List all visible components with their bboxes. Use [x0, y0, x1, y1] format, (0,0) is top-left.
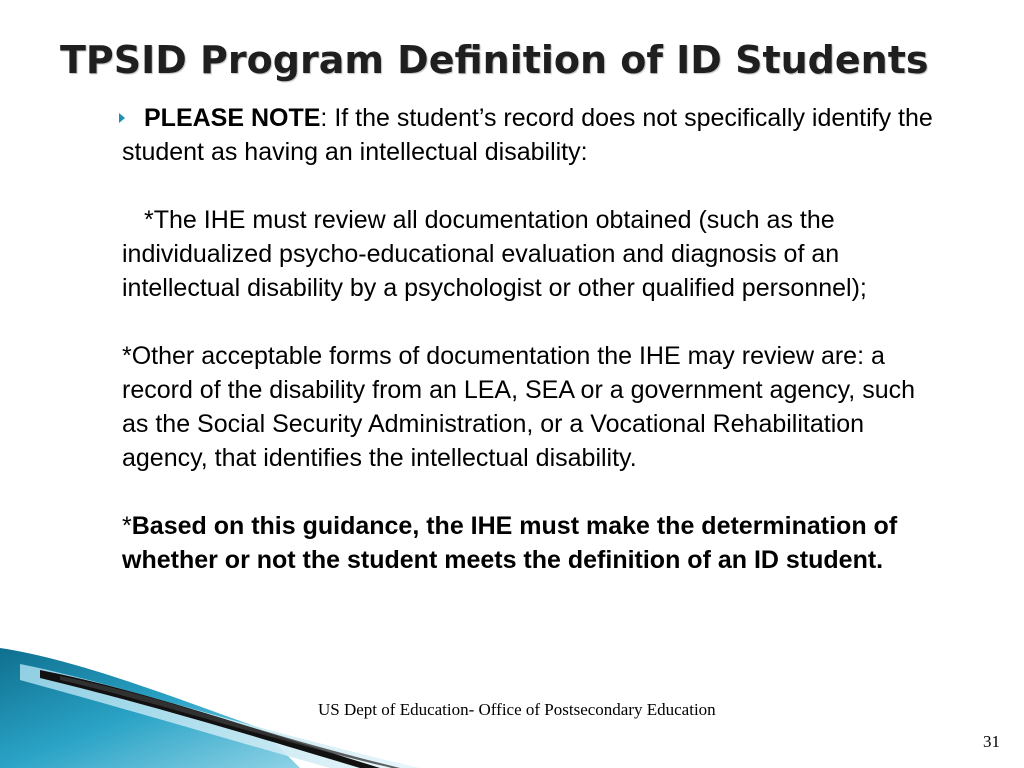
- slide-number: 31: [983, 732, 1000, 751]
- slide-body: [122, 101, 942, 577]
- triangle-right-icon: [119, 113, 125, 123]
- note-label: PLEASE NOTE: [144, 104, 321, 132]
- slide-title: TPSID Program Definition of ID Students: [60, 38, 929, 82]
- guidance-text: Based on this guidance, the IHE must make the determination of whether or not the student meets the definition of an ID student.: [122, 512, 898, 574]
- review-text: *The IHE must review all documentation obtained (such as the individualized psycho-educational evaluation and diagnosis of an intellectual disability by a psychologist or other qualified personnel);: [122, 206, 867, 302]
- guidance-prefix: *: [122, 512, 132, 540]
- note-paragraph: [122, 101, 942, 169]
- review-paragraph: [122, 203, 942, 305]
- other-paragraph: *Other acceptable forms of documentation the IHE may review are: a record of the disability from an LEA, SEA or a government agency, such as the Social Security Administration, or a Vocational Rehabilitation agency, that identifies the intellectual disability.: [122, 342, 916, 472]
- guidance-paragraph: [122, 509, 942, 577]
- footer-source: US Dept of Education- Office of Postsecondary Education: [318, 700, 716, 719]
- note-text: : If the student’s record does not specifically identify the student as having an intellectual disability:: [122, 104, 933, 166]
- note-bullet: [122, 101, 942, 169]
